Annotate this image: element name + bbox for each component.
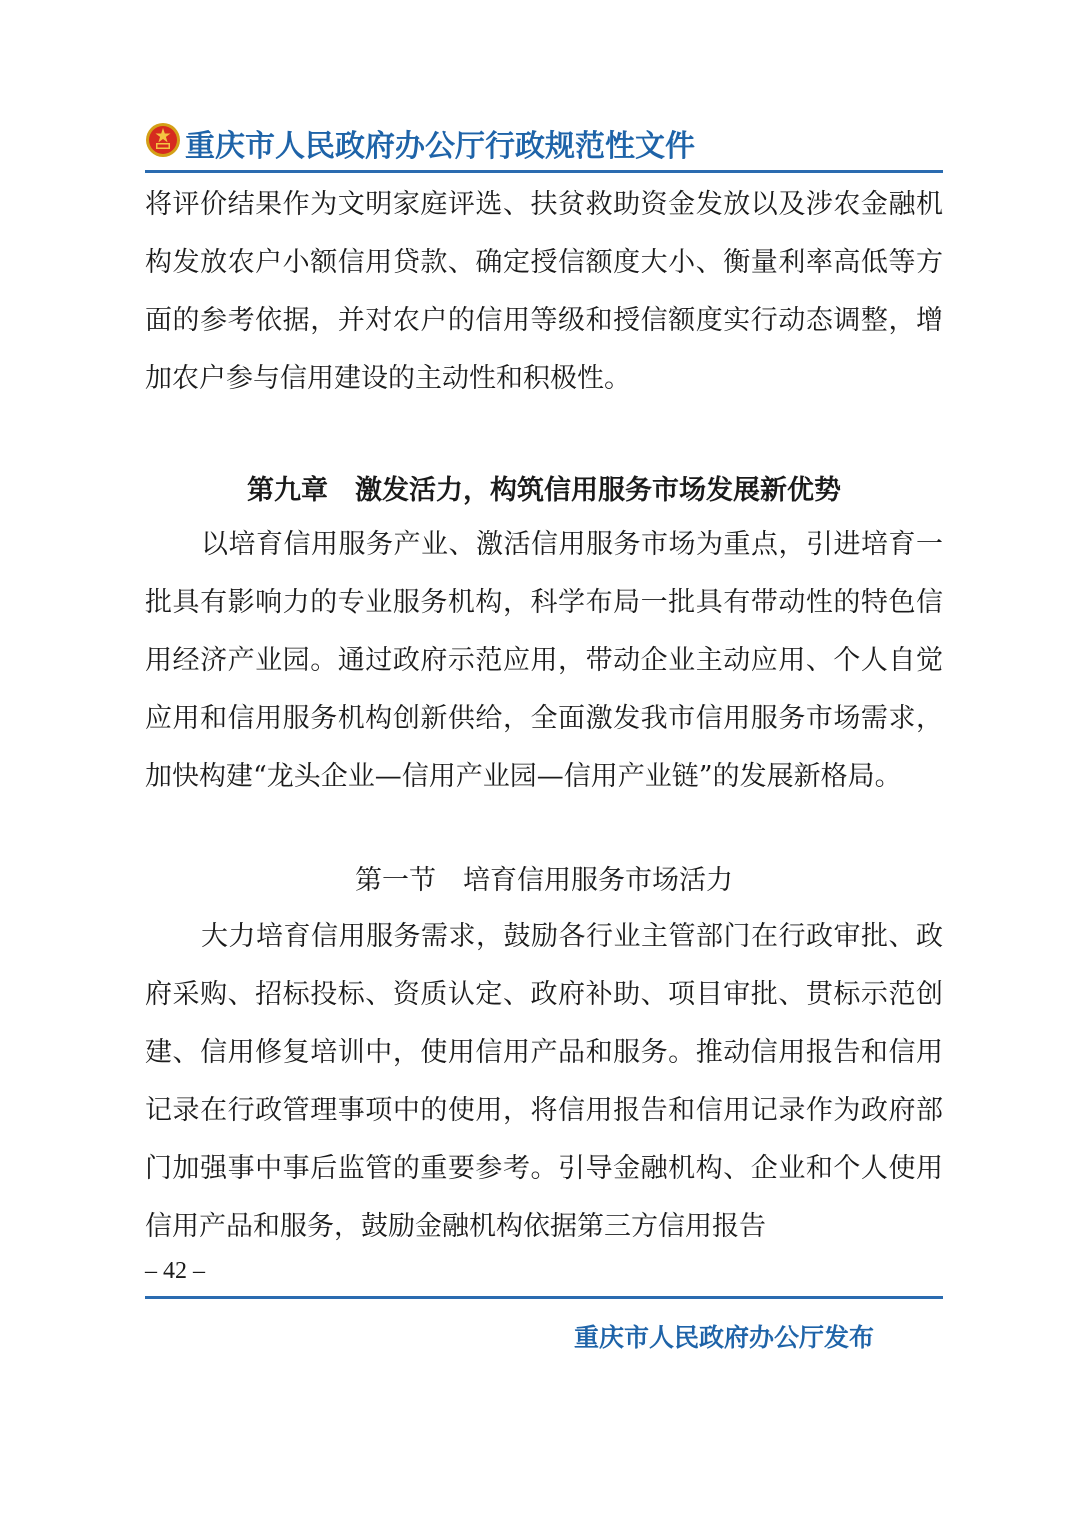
- paragraph-2: 以培育信用服务产业、激活信用服务市场为重点，引进培育一批具有影响力的专业服务机构，科学布局一批具有带动性的特色信用经济产业园。通过政府示范应用，带动企业主动应用、个人自觉应用和信用服务机构创新供给，全面激发我市信用服务市场需求，加快构建“龙头企业—信用产业园—信用产业链”的发展新格局。: [145, 529, 943, 792]
- paragraph-1: 将评价结果作为文明家庭评选、扶贫救助资金发放以及涉农金融机构发放农户小额信用贷款、确定授信额度大小、衡量利率高低等方面的参考依据，并对农户的信用等级和授信额度实行动态调整，增加农户参与信用建设的主动性和积极性。: [145, 189, 943, 394]
- header-title: 重庆市人民政府办公厅行政规范性文件: [185, 129, 695, 164]
- header-divider: [145, 170, 943, 173]
- document-header: [145, 118, 945, 170]
- chapter-heading: 第九章 激发活力，构筑信用服务市场发展新优势: [247, 475, 841, 506]
- footer-publisher: 重庆市人民政府办公厅发布: [574, 1323, 875, 1352]
- page-number: – 42 –: [145, 1258, 205, 1284]
- footer-divider: [145, 1296, 943, 1299]
- national-emblem-icon: [145, 122, 181, 158]
- section-heading: 第一节 培育信用服务市场活力: [355, 865, 733, 896]
- paragraph-3: 大力培育信用服务需求，鼓励各行业主管部门在行政审批、政府采购、招标投标、资质认定、政府补助、项目审批、贯标示范创建、信用修复培训中，使用信用产品和服务。推动信用报告和信用记录在行政管理事项中的使用，将信用报告和信用记录作为政府部门加强事中事后监管的重要参考。引导金融机构、企业和个人使用信用产品和服务，鼓励金融机构依据第三方信用报告: [145, 921, 943, 1242]
